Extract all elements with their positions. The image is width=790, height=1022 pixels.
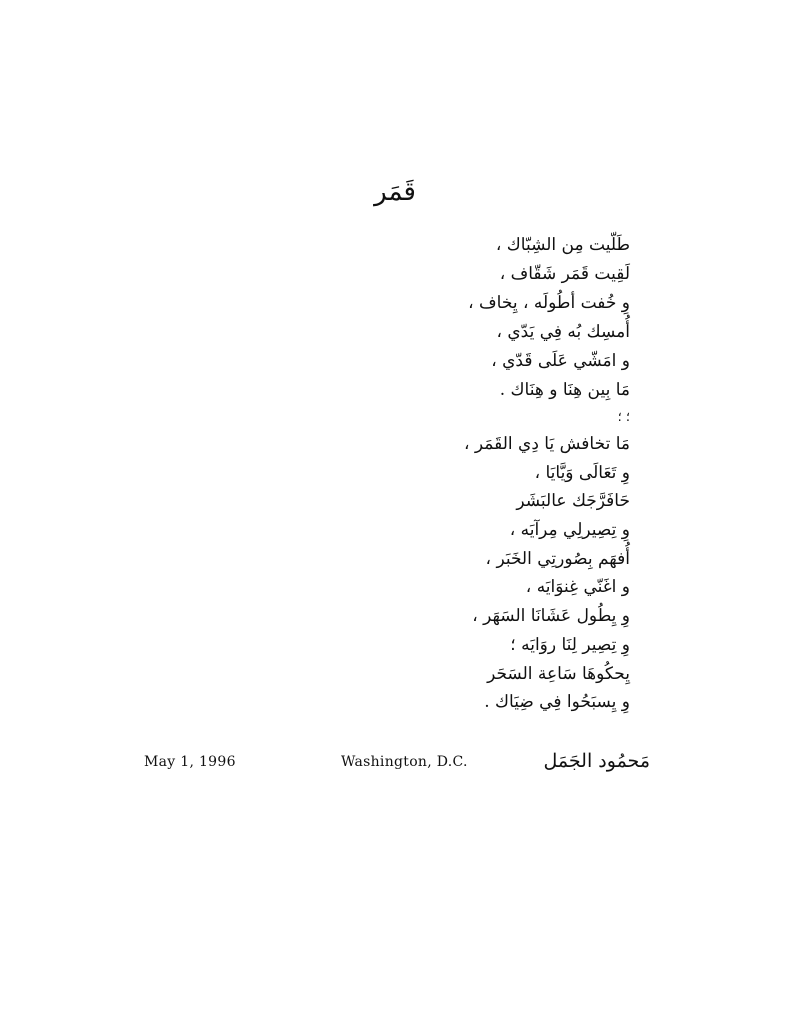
verse-line: وِ تِصِير لِنَا روَايَه ؛: [510, 634, 630, 655]
verse-line: وِ خُفت أطُولَه ، يِخاف ،: [468, 293, 630, 313]
signature-author: مَحمُود الجَمَل: [543, 750, 650, 772]
verse-line: وِ يِطُول عَشَانَا السَهَر ،: [472, 606, 630, 627]
poem-title: قَمَر: [374, 177, 416, 207]
signature-date: May 1, 1996: [144, 754, 236, 770]
verse-line: حَافَرَّجَك عالبَشَر: [516, 491, 630, 512]
verse-line: و اغَنّي غِنوَايَه ،: [525, 577, 630, 598]
stanza-1: [468, 231, 630, 405]
verse-line: وِ تَعَالَى وَيَّايَا ،: [534, 462, 630, 483]
verse-line: أُفهَم بِصُورتِي الخَبَر ،: [485, 548, 630, 569]
verse-line: مَا بِين هِنَا و هِنَاك .: [499, 380, 630, 400]
stanza-2: [464, 430, 630, 717]
verse-line: لَقِيت قَمَر شَقّاف ،: [499, 264, 630, 284]
verse-line: يِحكُوهَا سَاعِة السَحَر: [487, 663, 630, 684]
verse-line: وِ تِصِيرلِي مِرآيَه ،: [509, 520, 630, 541]
signature-row: [0, 744, 790, 780]
verse-line: طَلّيت مِن الشِبّاك ،: [495, 235, 630, 255]
verse-line: مَا تخافش يَا دِي القَمَر ،: [464, 434, 630, 454]
verse-line: أُمسِك بُه فِي يَدّي ،: [496, 322, 630, 342]
verse-line: و امَشّي عَلَى قَدّي ،: [491, 351, 630, 371]
stanza-break-marker: ؛ ؛: [617, 410, 630, 425]
verse-line: وِ يِسبَحُوا فِي ضِيَاك .: [484, 692, 630, 713]
signature-place: Washington, D.C.: [341, 754, 468, 770]
